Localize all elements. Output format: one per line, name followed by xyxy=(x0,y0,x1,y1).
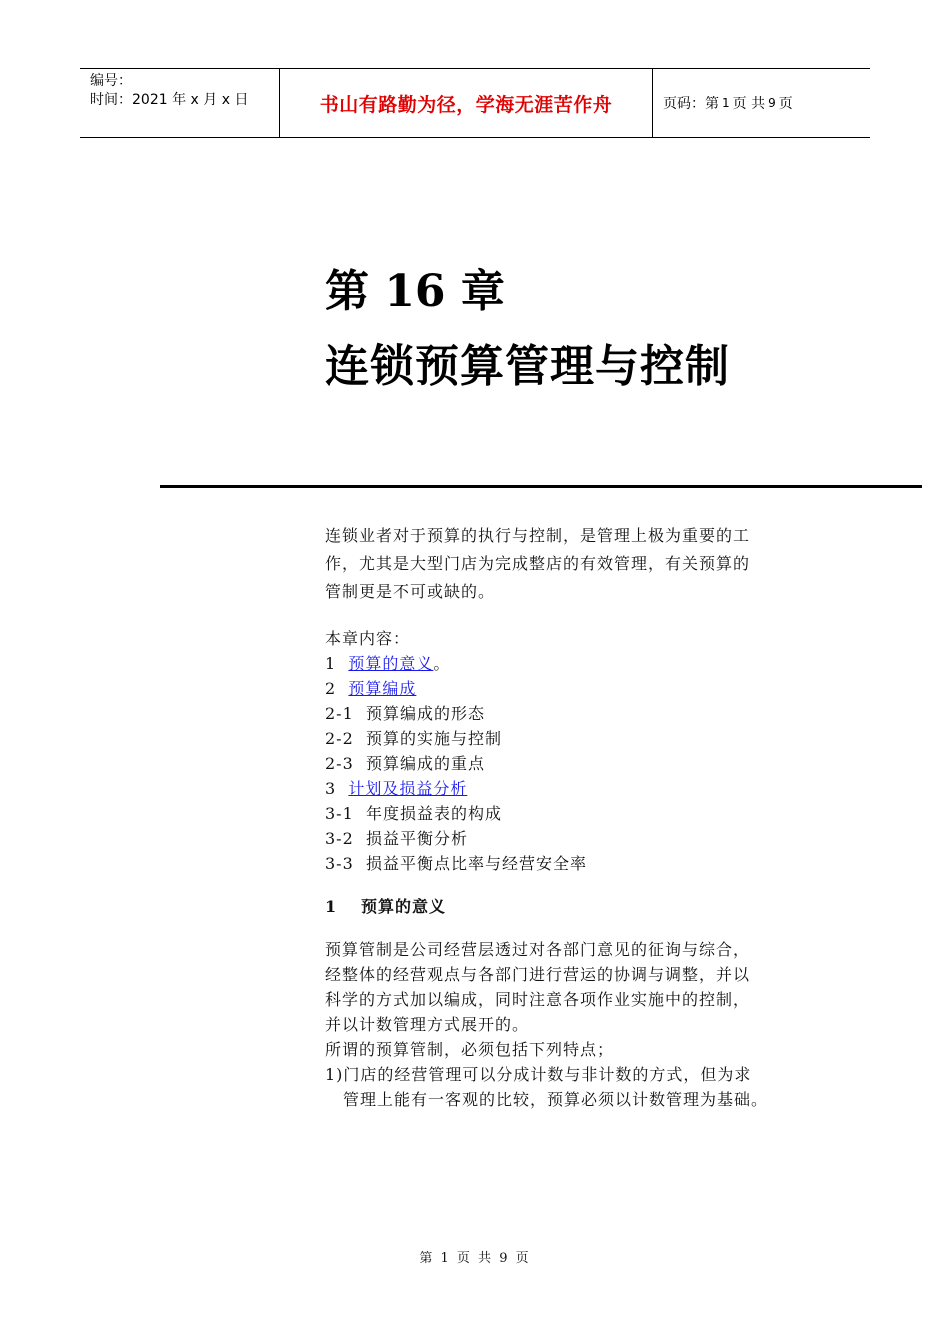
toc-item-text: 预算的实施与控制 xyxy=(365,729,502,748)
toc-item xyxy=(325,801,815,826)
document-header xyxy=(80,68,870,138)
intro-paragraph xyxy=(325,522,815,606)
header-motto: 书山有路勤为径，学海无涯苦作舟 xyxy=(280,69,653,137)
toc-item xyxy=(325,751,815,776)
toc-link-budget-compilation[interactable]: 预算编成 xyxy=(348,679,417,698)
section-heading xyxy=(325,893,815,921)
page-prefix: 页码：第 xyxy=(663,96,719,112)
toc-item-number: 3 xyxy=(325,779,337,798)
toc-item xyxy=(325,676,815,701)
toc-item xyxy=(325,726,815,751)
toc-item xyxy=(325,701,815,726)
body-line: 预算管制是公司经营层透过对各部门意见的征询与综合， xyxy=(325,940,751,959)
toc-item-number: 3-2 xyxy=(325,829,354,848)
intro-line: 作，尤其是大型门店为完成整店的有效管理，有关预算的 xyxy=(325,554,751,573)
toc-item-text: 预算编成的重点 xyxy=(365,754,485,773)
page-current: 1 xyxy=(722,96,730,110)
section-body xyxy=(325,937,815,1112)
toc-item-text: 预算编成的形态 xyxy=(365,704,485,723)
body-line: 并以计数管理方式展开的。 xyxy=(325,1015,530,1034)
toc-item-text: 损益平衡点比率与经营安全率 xyxy=(365,854,587,873)
time-label: 时间：2021 年 x 月 x 日 xyxy=(90,92,249,108)
number-label: 编号： xyxy=(90,73,132,89)
header-page-info xyxy=(653,69,870,137)
page-mid: 页 共 xyxy=(732,96,766,112)
toc-item-number: 3-3 xyxy=(325,854,354,873)
intro-line: 连锁业者对于预算的执行与控制，是管理上极为重要的工 xyxy=(325,526,751,545)
toc-item-number: 3-1 xyxy=(325,804,354,823)
toc-item-text: 损益平衡分析 xyxy=(365,829,468,848)
body-line: 经整体的经营观点与各部门进行营运的协调与调整，并以 xyxy=(325,965,751,984)
toc-heading: 本章内容： xyxy=(325,629,411,648)
intro-line: 管制更是不可或缺的。 xyxy=(325,582,496,601)
table-of-contents xyxy=(325,626,815,876)
body-line: 所谓的预算管制，必须包括下列特点； xyxy=(325,1040,615,1059)
toc-link-budget-meaning[interactable]: 预算的意义 xyxy=(348,654,434,673)
toc-item-number: 2-2 xyxy=(325,729,354,748)
page-suffix: 页 xyxy=(778,96,793,112)
toc-item xyxy=(325,776,815,801)
toc-item-number: 1 xyxy=(325,654,337,673)
toc-item xyxy=(325,651,815,676)
section-title: 预算的意义 xyxy=(361,897,447,916)
body-line: 管理上能有一客观的比较，预算必须以计数管理为基础。 xyxy=(343,1090,769,1109)
toc-item xyxy=(325,851,815,876)
page-footer: 第 1 页 共 9 页 xyxy=(419,1251,531,1266)
toc-item-number: 2-3 xyxy=(325,754,354,773)
toc-item xyxy=(325,826,815,851)
chapter-title: 连锁预算管理与控制 xyxy=(325,341,730,392)
page-content xyxy=(325,522,815,1112)
toc-item-number: 2-1 xyxy=(325,704,354,723)
body-line: 科学的方式加以编成，同时注意各项作业实施中的控制， xyxy=(325,990,751,1009)
body-line: 1)门店的经营管理可以分成计数与非计数的方式，但为求 xyxy=(325,1065,752,1084)
page-total: 9 xyxy=(768,96,776,110)
section-number: 1 xyxy=(325,897,338,916)
toc-item-text: 年度损益表的构成 xyxy=(365,804,502,823)
toc-item-suffix: 。 xyxy=(433,654,451,673)
toc-item-number: 2 xyxy=(325,679,337,698)
header-meta-cell xyxy=(80,69,280,137)
chapter-number: 第 16 章 xyxy=(325,266,505,317)
title-divider xyxy=(160,485,922,488)
toc-link-plan-profit-analysis[interactable]: 计划及损益分析 xyxy=(348,779,468,798)
